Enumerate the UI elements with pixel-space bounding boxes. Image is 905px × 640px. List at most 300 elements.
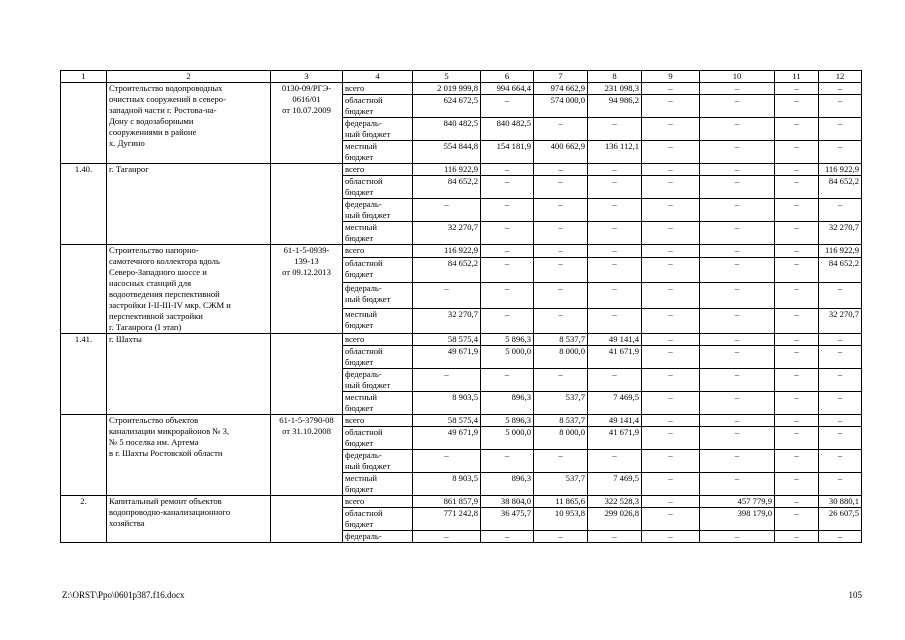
project-document-line: 0616/01: [292, 94, 321, 104]
funding-source-line: бюджет: [345, 519, 374, 529]
funding-source: [343, 222, 413, 245]
amount-cell: –: [700, 258, 775, 283]
amount-cell: –: [819, 392, 862, 415]
object-name-line: водопроводно-канализационного: [109, 507, 231, 517]
amount-cell: 231 098,3: [588, 83, 642, 95]
project-document-line: от 31.10.2008: [282, 426, 331, 436]
amount-cell: 49 141,4: [588, 334, 642, 346]
amount-cell: –: [819, 95, 862, 118]
amount-cell: 84 652,2: [413, 176, 481, 199]
funding-source-line: местный: [345, 141, 378, 151]
amount-cell: 30 880,1: [819, 496, 862, 508]
amount-cell: 5 000,0: [481, 427, 534, 450]
object-name: [107, 334, 271, 415]
amount-cell: –: [481, 283, 534, 308]
amount-cell: –: [642, 496, 700, 508]
amount-cell: –: [588, 222, 642, 245]
amount-cell: –: [481, 95, 534, 118]
funding-source: [343, 95, 413, 118]
funding-source-line: бюджет: [345, 319, 374, 330]
amount-cell: 5 000,0: [481, 346, 534, 369]
funding-source: [343, 450, 413, 473]
amount-cell: –: [642, 141, 700, 164]
amount-cell: –: [588, 245, 642, 258]
amount-cell: 554 844,8: [413, 141, 481, 164]
amount-cell: –: [775, 473, 819, 496]
amount-cell: 154 181,9: [481, 141, 534, 164]
amount-cell: –: [642, 83, 700, 95]
funding-source: [343, 176, 413, 199]
object-name-line: водоотведения перспективной: [109, 289, 220, 299]
object-name-line: самотечного коллектора вдоль: [109, 256, 220, 266]
amount-cell: 7 469,5: [588, 473, 642, 496]
amount-cell: 49 671,9: [413, 346, 481, 369]
funding-source: [343, 283, 413, 308]
amount-cell: –: [642, 164, 700, 176]
amount-cell: –: [700, 473, 775, 496]
project-document-line: 0130-09/РГЭ-: [281, 83, 332, 93]
amount-cell: –: [819, 83, 862, 95]
funding-source: [343, 346, 413, 369]
amount-cell: 974 662,9: [534, 83, 588, 95]
amount-cell: 41 671,9: [588, 346, 642, 369]
funding-source: [343, 118, 413, 141]
amount-cell: –: [819, 531, 862, 543]
funding-source-line: областной: [345, 508, 383, 518]
amount-cell: –: [642, 334, 700, 346]
project-document-line: 61-1-5-0939-: [283, 245, 330, 255]
object-name-line: г. Таганрог: [109, 164, 149, 174]
column-number: 8: [588, 71, 642, 83]
funding-source-line: местный: [345, 308, 378, 319]
object-name-line: № 5 поселка им. Артема: [109, 437, 199, 447]
funding-source-line: бюджет: [345, 357, 374, 367]
object-name-line: канализации микрорайонов № 3,: [109, 426, 230, 436]
amount-cell: –: [819, 283, 862, 308]
amount-cell: –: [775, 531, 819, 543]
amount-cell: –: [700, 334, 775, 346]
amount-cell: –: [642, 95, 700, 118]
object-name-line: г. Таганрога (I этап): [109, 322, 182, 332]
amount-cell: 994 664,4: [481, 83, 534, 95]
amount-cell: –: [481, 450, 534, 473]
amount-cell: –: [588, 283, 642, 308]
funding-source: [343, 83, 413, 95]
funding-source-line: местный: [345, 473, 378, 483]
amount-cell: –: [534, 369, 588, 392]
funding-source-line: ный бюджет: [345, 461, 391, 471]
amount-cell: –: [588, 176, 642, 199]
amount-cell: –: [700, 346, 775, 369]
amount-cell: 32 270,7: [819, 222, 862, 245]
amount-cell: 537,7: [534, 473, 588, 496]
amount-cell: 8 537,7: [534, 415, 588, 427]
amount-cell: –: [534, 308, 588, 333]
amount-cell: –: [534, 245, 588, 258]
amount-cell: –: [775, 95, 819, 118]
object-name-line: насосных станций для: [109, 278, 192, 288]
amount-cell: 7 469,5: [588, 392, 642, 415]
object-name: [107, 496, 271, 543]
amount-cell: –: [819, 346, 862, 369]
amount-cell: –: [775, 450, 819, 473]
amount-cell: 840 482,5: [413, 118, 481, 141]
amount-cell: –: [642, 118, 700, 141]
funding-source-line: бюджет: [345, 233, 374, 243]
project-document-line: 61-1-5-3790-08: [279, 415, 334, 425]
amount-cell: –: [775, 415, 819, 427]
object-name-line: Капитальный ремонт объектов: [109, 496, 222, 506]
amount-cell: 896,3: [481, 392, 534, 415]
amount-cell: –: [481, 245, 534, 258]
project-document: [271, 83, 343, 164]
column-number: 12: [819, 71, 862, 83]
column-number: 6: [481, 71, 534, 83]
amount-cell: 299 026,8: [588, 508, 642, 531]
object-name-line: Северо-Западного шоссе и: [109, 267, 207, 277]
amount-cell: –: [481, 308, 534, 333]
funding-source-line: бюджет: [345, 152, 374, 162]
project-document-line: от 09.12.2013: [282, 267, 331, 277]
amount-cell: –: [775, 118, 819, 141]
column-number: 5: [413, 71, 481, 83]
project-document: [271, 334, 343, 415]
funding-source-line: федераль-: [345, 531, 382, 541]
amount-cell: –: [642, 199, 700, 222]
amount-cell: –: [534, 118, 588, 141]
column-number: 1: [61, 71, 107, 83]
amount-cell: 624 672,5: [413, 95, 481, 118]
funding-source: [343, 415, 413, 427]
object-name-line: Дону с водозаборными: [109, 116, 194, 126]
column-number: 4: [343, 71, 413, 83]
amount-cell: –: [819, 450, 862, 473]
amount-cell: 8 000,0: [534, 346, 588, 369]
amount-cell: –: [700, 222, 775, 245]
amount-cell: –: [642, 258, 700, 283]
amount-cell: –: [481, 258, 534, 283]
funding-source-line: ный бюджет: [345, 129, 391, 139]
amount-cell: 840 482,5: [481, 118, 534, 141]
amount-cell: –: [534, 222, 588, 245]
funding-source-line: областной: [345, 258, 383, 269]
amount-cell: –: [700, 118, 775, 141]
amount-cell: 322 528,3: [588, 496, 642, 508]
object-name-line: сооружениями в районе: [109, 127, 197, 137]
amount-cell: –: [642, 508, 700, 531]
table-row: [61, 334, 862, 346]
funding-source-line: всего: [345, 83, 365, 93]
amount-cell: –: [700, 369, 775, 392]
budget-table: [60, 70, 862, 543]
funding-source: [343, 531, 413, 543]
amount-cell: 2 019 999,8: [413, 83, 481, 95]
amount-cell: –: [700, 427, 775, 450]
item-number: [61, 245, 107, 334]
column-number: 10: [700, 71, 775, 83]
amount-cell: –: [588, 450, 642, 473]
object-name: [107, 164, 271, 245]
amount-cell: –: [775, 334, 819, 346]
amount-cell: –: [700, 164, 775, 176]
funding-source-line: федераль-: [345, 450, 382, 460]
amount-cell: 84 652,2: [819, 258, 862, 283]
object-name: [107, 245, 271, 334]
amount-cell: 8 903,5: [413, 392, 481, 415]
amount-cell: –: [588, 531, 642, 543]
project-document: [271, 415, 343, 496]
amount-cell: –: [413, 283, 481, 308]
amount-cell: 58 575,4: [413, 415, 481, 427]
amount-cell: –: [642, 222, 700, 245]
amount-cell: –: [700, 199, 775, 222]
amount-cell: 400 662,9: [534, 141, 588, 164]
amount-cell: –: [642, 346, 700, 369]
amount-cell: –: [588, 164, 642, 176]
amount-cell: –: [481, 164, 534, 176]
item-number: 1.41.: [61, 334, 107, 415]
object-name-line: перспективной застройки: [109, 311, 203, 321]
amount-cell: –: [642, 392, 700, 415]
amount-cell: –: [413, 531, 481, 543]
funding-source-line: бюджет: [345, 187, 374, 197]
column-number-row: [61, 71, 862, 83]
funding-source-line: федераль-: [345, 283, 382, 294]
amount-cell: –: [819, 369, 862, 392]
amount-cell: 136 112,1: [588, 141, 642, 164]
amount-cell: –: [700, 95, 775, 118]
funding-source-line: всего: [345, 496, 365, 506]
amount-cell: –: [819, 473, 862, 496]
amount-cell: –: [642, 369, 700, 392]
amount-cell: –: [642, 283, 700, 308]
item-number: 1.40.: [61, 164, 107, 245]
object-name-line: Строительство напорно-: [109, 245, 199, 255]
funding-source: [343, 164, 413, 176]
item-number: [61, 415, 107, 496]
funding-source-line: федераль-: [345, 118, 382, 128]
amount-cell: –: [700, 245, 775, 258]
funding-source: [343, 199, 413, 222]
object-name-line: г. Шахты: [109, 334, 142, 344]
amount-cell: –: [481, 199, 534, 222]
amount-cell: –: [413, 369, 481, 392]
amount-cell: –: [819, 199, 862, 222]
funding-source: [343, 369, 413, 392]
funding-source: [343, 258, 413, 283]
amount-cell: –: [534, 176, 588, 199]
amount-cell: 574 000,0: [534, 95, 588, 118]
amount-cell: 32 270,7: [413, 308, 481, 333]
amount-cell: –: [775, 346, 819, 369]
amount-cell: 32 270,7: [819, 308, 862, 333]
amount-cell: –: [700, 392, 775, 415]
amount-cell: –: [775, 222, 819, 245]
funding-source: [343, 245, 413, 258]
object-name: [107, 83, 271, 164]
amount-cell: –: [642, 473, 700, 496]
amount-cell: –: [413, 199, 481, 222]
amount-cell: –: [700, 450, 775, 473]
amount-cell: –: [819, 427, 862, 450]
amount-cell: 36 475,7: [481, 508, 534, 531]
amount-cell: –: [819, 141, 862, 164]
object-name-line: Строительство объектов: [109, 415, 199, 425]
funding-source: [343, 334, 413, 346]
amount-cell: –: [534, 258, 588, 283]
funding-source-line: бюджет: [345, 403, 374, 413]
amount-cell: –: [775, 199, 819, 222]
amount-cell: –: [588, 258, 642, 283]
funding-source-line: федераль-: [345, 199, 382, 209]
amount-cell: 8 903,5: [413, 473, 481, 496]
amount-cell: 116 922,9: [819, 164, 862, 176]
funding-source-line: областной: [345, 346, 383, 356]
amount-cell: 861 857,9: [413, 496, 481, 508]
amount-cell: –: [819, 334, 862, 346]
amount-cell: –: [642, 415, 700, 427]
amount-cell: –: [642, 531, 700, 543]
amount-cell: 26 607,5: [819, 508, 862, 531]
funding-source-line: областной: [345, 95, 383, 105]
project-document: [271, 245, 343, 334]
amount-cell: 94 986,2: [588, 95, 642, 118]
amount-cell: –: [700, 531, 775, 543]
funding-source-line: всего: [345, 245, 365, 255]
amount-cell: 771 242,8: [413, 508, 481, 531]
amount-cell: 116 922,9: [413, 164, 481, 176]
amount-cell: –: [588, 369, 642, 392]
amount-cell: –: [588, 308, 642, 333]
amount-cell: –: [534, 164, 588, 176]
amount-cell: –: [775, 164, 819, 176]
funding-source: [343, 141, 413, 164]
funding-source-line: всего: [345, 164, 365, 174]
amount-cell: 8 537,7: [534, 334, 588, 346]
amount-cell: –: [775, 369, 819, 392]
table-row: [61, 415, 862, 427]
column-number: 3: [271, 71, 343, 83]
amount-cell: –: [775, 283, 819, 308]
object-name-line: западной части г. Ростова-на-: [109, 105, 217, 115]
amount-cell: –: [775, 245, 819, 258]
amount-cell: –: [481, 531, 534, 543]
amount-cell: 5 896,3: [481, 334, 534, 346]
funding-source-line: бюджет: [345, 106, 374, 116]
object-name-line: х. Дугино: [109, 138, 145, 148]
amount-cell: –: [534, 283, 588, 308]
amount-cell: 10 953,8: [534, 508, 588, 531]
funding-source-line: местный: [345, 392, 378, 402]
amount-cell: –: [642, 308, 700, 333]
funding-source: [343, 496, 413, 508]
amount-cell: –: [775, 258, 819, 283]
table-row: [61, 164, 862, 176]
amount-cell: –: [642, 427, 700, 450]
amount-cell: –: [775, 308, 819, 333]
amount-cell: 58 575,4: [413, 334, 481, 346]
object-name-line: очистных сооружений в северо-: [109, 94, 226, 104]
amount-cell: –: [700, 141, 775, 164]
object-name-line: застройки I-II-III-IV мкр. СЖМ и: [109, 300, 231, 310]
amount-cell: –: [819, 415, 862, 427]
project-document: [271, 164, 343, 245]
funding-source: [343, 427, 413, 450]
amount-cell: –: [642, 176, 700, 199]
amount-cell: 8 000,0: [534, 427, 588, 450]
object-name-line: хозяйства: [109, 518, 145, 528]
object-name: [107, 415, 271, 496]
amount-cell: –: [775, 392, 819, 415]
funding-source-line: всего: [345, 415, 365, 425]
amount-cell: –: [481, 222, 534, 245]
amount-cell: 457 779,9: [700, 496, 775, 508]
amount-cell: 896,3: [481, 473, 534, 496]
funding-source: [343, 473, 413, 496]
table-row: [61, 245, 862, 258]
amount-cell: –: [481, 369, 534, 392]
amount-cell: –: [700, 415, 775, 427]
amount-cell: –: [700, 176, 775, 199]
amount-cell: –: [642, 450, 700, 473]
funding-source-line: областной: [345, 176, 383, 186]
amount-cell: 38 804,0: [481, 496, 534, 508]
funding-source: [343, 392, 413, 415]
amount-cell: –: [819, 118, 862, 141]
funding-source-line: местный: [345, 222, 378, 232]
project-document-line: 139-13: [294, 256, 319, 266]
amount-cell: –: [481, 176, 534, 199]
amount-cell: –: [534, 531, 588, 543]
amount-cell: –: [642, 245, 700, 258]
funding-source: [343, 308, 413, 333]
funding-source-line: бюджет: [345, 438, 374, 448]
column-number: 11: [775, 71, 819, 83]
column-number: 2: [107, 71, 271, 83]
amount-cell: 398 179,0: [700, 508, 775, 531]
page-number: 105: [848, 590, 862, 600]
funding-source-line: ный бюджет: [345, 380, 391, 390]
amount-cell: 116 922,9: [413, 245, 481, 258]
object-name-line: в г. Шахты Ростовской области: [109, 448, 223, 458]
funding-source: [343, 508, 413, 531]
funding-source-line: бюджет: [345, 269, 374, 280]
amount-cell: –: [775, 176, 819, 199]
amount-cell: 11 865,6: [534, 496, 588, 508]
funding-source-line: ный бюджет: [345, 210, 391, 220]
amount-cell: –: [775, 508, 819, 531]
amount-cell: 32 270,7: [413, 222, 481, 245]
project-document-line: от 10.07.2009: [282, 105, 331, 115]
amount-cell: –: [700, 308, 775, 333]
amount-cell: 84 652,2: [819, 176, 862, 199]
amount-cell: –: [534, 199, 588, 222]
funding-source-line: бюджет: [345, 484, 374, 494]
file-path-footer: Z:\ORST\Ppo\0601p387.f16.docx: [62, 590, 185, 600]
table-row: [61, 496, 862, 508]
amount-cell: 116 922,9: [819, 245, 862, 258]
amount-cell: –: [775, 496, 819, 508]
amount-cell: –: [588, 199, 642, 222]
amount-cell: –: [775, 141, 819, 164]
object-name-line: Строительство водопроводных: [109, 83, 223, 93]
amount-cell: 537,7: [534, 392, 588, 415]
funding-source-line: федераль-: [345, 369, 382, 379]
amount-cell: –: [588, 118, 642, 141]
amount-cell: –: [534, 450, 588, 473]
amount-cell: 49 141,4: [588, 415, 642, 427]
amount-cell: –: [775, 427, 819, 450]
